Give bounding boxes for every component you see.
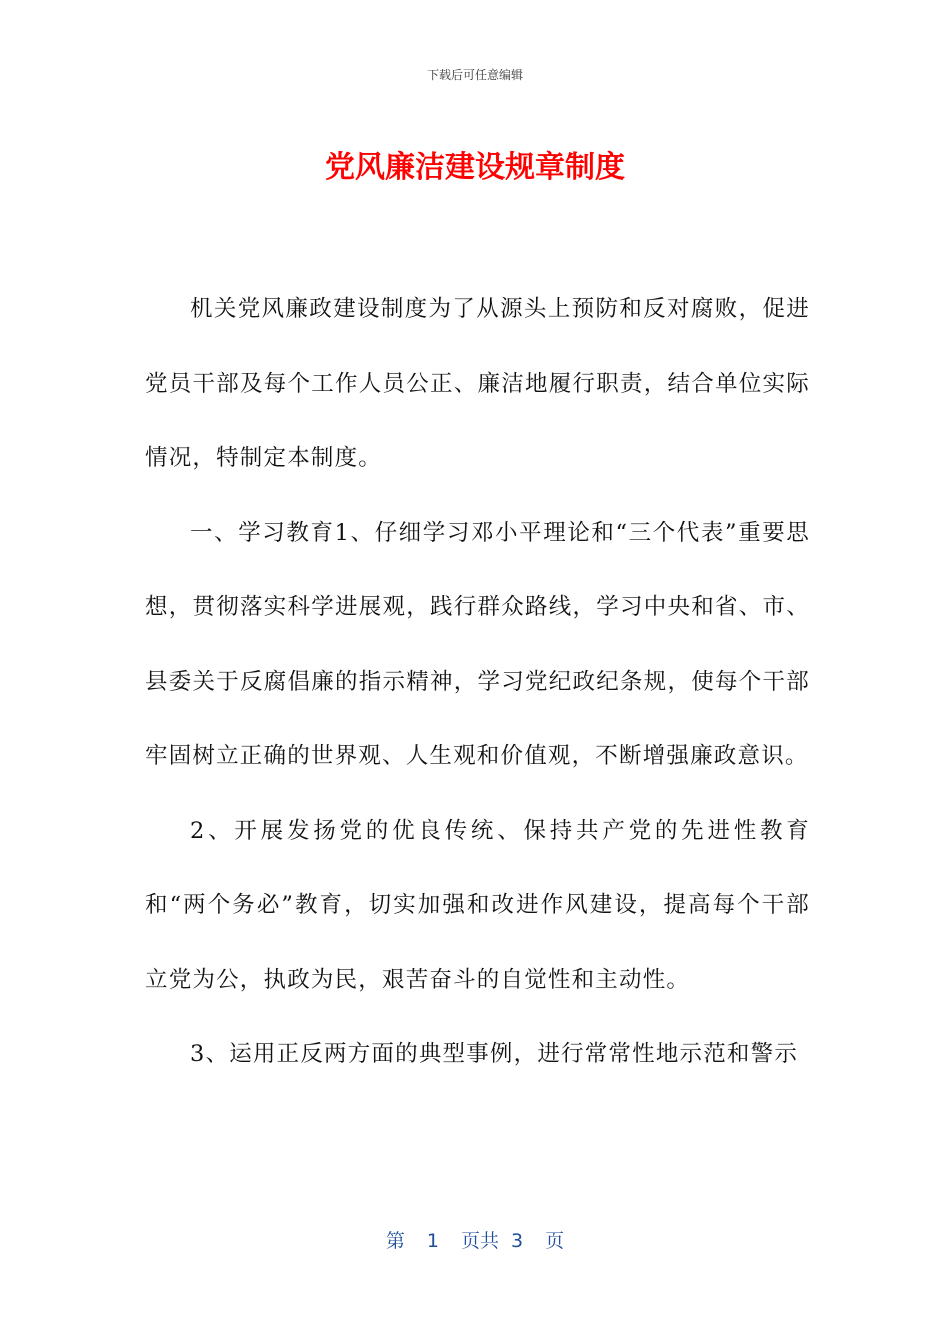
document-title: 党风廉洁建设规章制度 <box>325 150 625 185</box>
paragraph-item-2: 2、开展发扬党的优良传统、保持共产党的先进性教育和“两个务必”教育，切实加强和改进作风建设，提高每个干部立党为公，执政为民，艰苦奋斗的自觉性和主动性。 <box>145 817 810 993</box>
header-note: 下载后可任意编辑 <box>426 68 523 82</box>
footer-total-pages: 3 <box>511 1230 524 1252</box>
paragraph-intro: 机关党风廉政建设制度为了从源头上预防和反对腐败，促进党员干部及每个工作人员公正、廉洁地履行职责，结合单位实际情况，特制定本制度。 <box>145 296 810 471</box>
footer-suffix: 页 <box>545 1230 565 1252</box>
footer-prefix: 第 <box>385 1230 405 1252</box>
paragraph-section-1: 一、学习教育1、仔细学习邓小平理论和“三个代表”重要思想，贯彻落实科学进展观，践行群众路线，学习中央和省、市、县委关于反腐倡廉的指示精神，学习党纪政纪条规，使每个干部牢固树立正确的世界观、人生观和价值观，不断增强廉政意识。 <box>145 519 810 769</box>
page-footer <box>0 1226 950 1253</box>
document-body <box>145 272 810 1092</box>
footer-middle: 页共 <box>460 1230 499 1252</box>
footer-current-page: 1 <box>426 1230 439 1252</box>
paragraph-item-3: 3、运用正反两方面的典型事例，进行常常性地示范和警示 <box>190 1041 799 1067</box>
